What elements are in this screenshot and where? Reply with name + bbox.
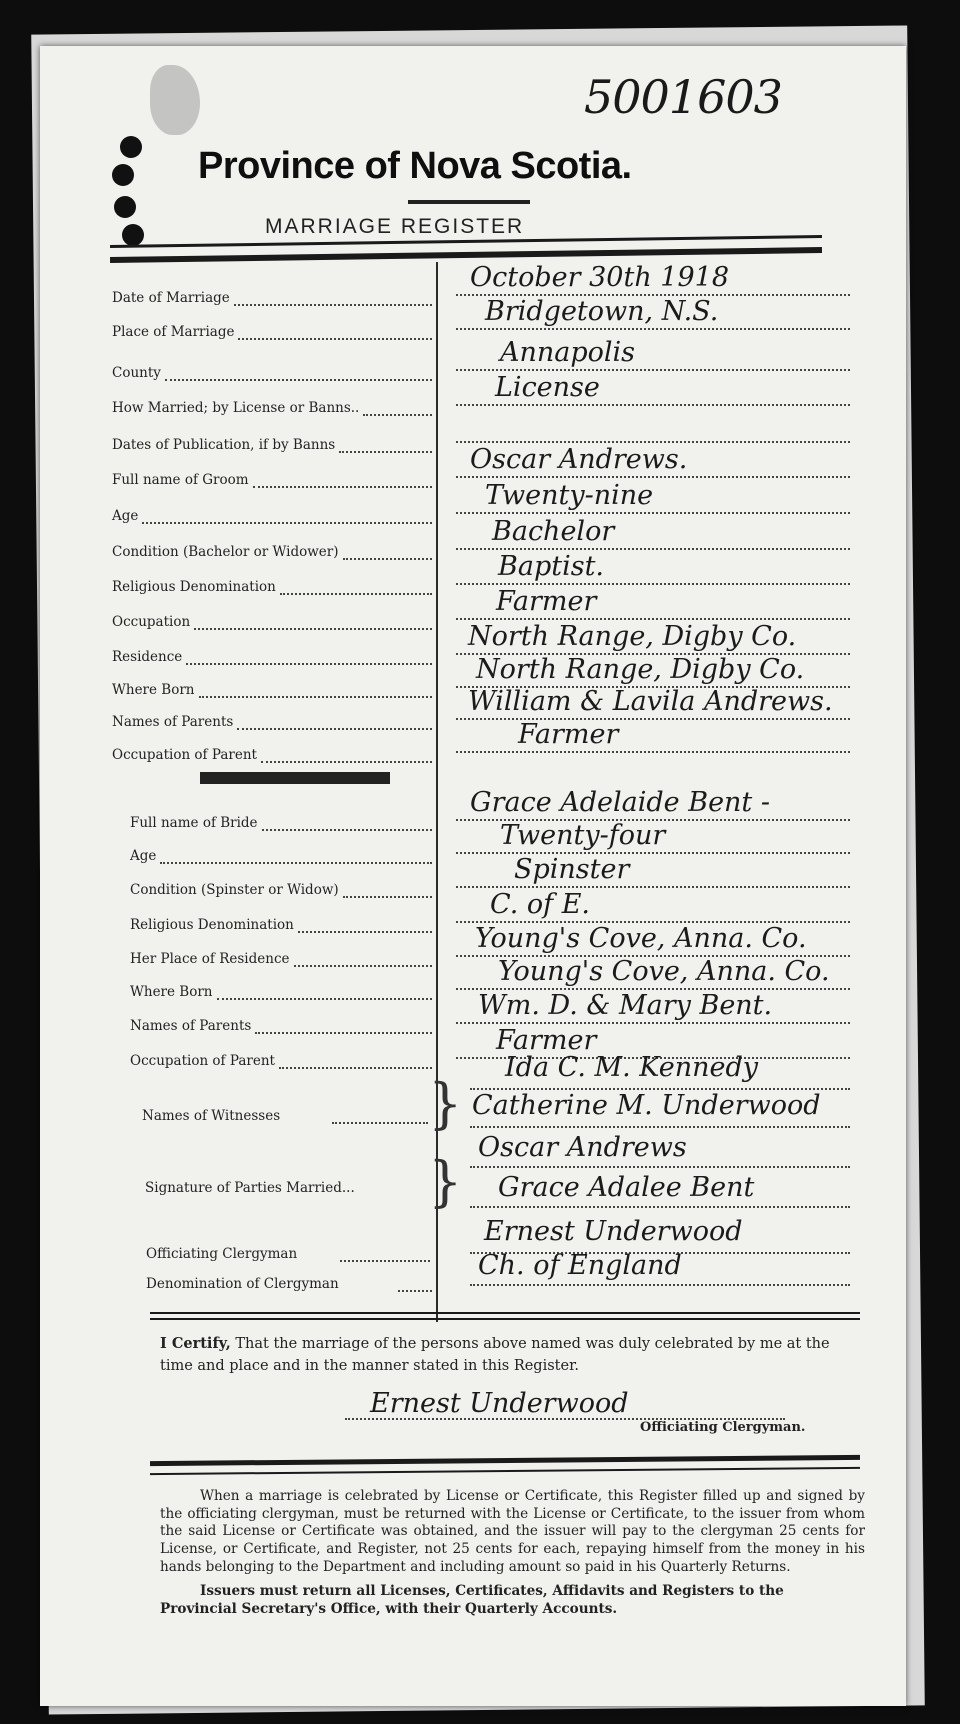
field-value: License — [495, 372, 600, 403]
parties-brace: } — [428, 1150, 463, 1213]
field-value: Young's Cove, Anna. Co. — [475, 923, 807, 954]
field-label: Full name of Bride — [130, 815, 258, 831]
leader-dots — [294, 965, 432, 967]
leader-dots — [234, 304, 432, 306]
notice-paragraph-bold: Issuers must return all Licenses, Certificates, Affidavits and Registers to the Provincial Secretary's Office, with their Quarterly Accounts. — [160, 1583, 784, 1617]
certify-body: That the marriage of the persons above named was duly celebrated by me at the time and place and in the manner stated in this Register. — [160, 1336, 830, 1375]
field-label: Religious Denomination — [130, 917, 294, 933]
punch-hole — [120, 136, 142, 158]
document-number: 5001603 — [584, 70, 782, 124]
leader-dots — [456, 369, 850, 371]
title-divider — [408, 200, 530, 204]
leader-dots — [456, 618, 850, 620]
field-value: Twenty-four — [500, 820, 666, 851]
leader-dots — [217, 998, 432, 1000]
leader-dots — [339, 451, 432, 453]
field-value: Twenty-nine — [485, 480, 654, 511]
leader-dots — [279, 1067, 432, 1069]
leader-dots — [280, 593, 432, 595]
field-label: Age — [130, 848, 157, 864]
field-label: Her Place of Residence — [130, 951, 290, 967]
leader-dots — [199, 696, 432, 698]
field-label: County — [112, 365, 161, 381]
field-value: October 30th 1918 — [470, 262, 730, 293]
field-value: C. of E. — [490, 889, 590, 920]
leader-dots — [456, 512, 850, 514]
field-label: Religious Denomination — [112, 579, 276, 595]
witness-name: Ida C. M. Kennedy — [505, 1052, 759, 1083]
leader-dots — [343, 896, 432, 898]
party-signature: Oscar Andrews — [478, 1132, 687, 1163]
field-value: North Range, Digby Co. — [476, 654, 805, 685]
page-title: Province of Nova Scotia. — [198, 145, 632, 187]
clergyman-label: Officiating Clergyman — [146, 1246, 298, 1262]
field-value: Bridgetown, N.S. — [485, 296, 719, 327]
certify-lead: I Certify, — [160, 1335, 231, 1352]
leader-dots — [456, 476, 850, 478]
leader-dots — [470, 1126, 850, 1128]
leader-dots — [456, 1022, 850, 1024]
leader-dots — [340, 1260, 430, 1262]
certification-text — [160, 1333, 860, 1378]
field-label: Full name of Groom — [112, 472, 249, 488]
field-value: Wm. D. & Mary Bent. — [478, 990, 773, 1021]
field-value: Bachelor — [492, 516, 615, 547]
field-value: Spinster — [514, 854, 630, 885]
field-label: Where Born — [112, 682, 195, 698]
leader-dots — [194, 628, 432, 630]
clergy-denomination-label: Denomination of Clergyman — [146, 1276, 339, 1292]
page-subtitle: MARRIAGE REGISTER — [265, 215, 525, 238]
field-label: Residence — [112, 649, 183, 665]
leader-dots — [142, 522, 432, 524]
leader-dots — [332, 1122, 428, 1124]
leader-dots — [456, 718, 850, 720]
leader-dots — [237, 728, 432, 730]
field-label: Age — [112, 508, 139, 524]
field-label: Where Born — [130, 984, 213, 1000]
leader-dots — [160, 862, 432, 864]
field-value: Baptist. — [498, 551, 604, 582]
field-value: North Range, Digby Co. — [468, 621, 797, 652]
field-value: Young's Cove, Anna. Co. — [498, 956, 830, 987]
field-value: Oscar Andrews. — [470, 444, 688, 475]
section-divider-bar — [200, 772, 390, 784]
field-value: Farmer — [496, 1025, 597, 1056]
leader-dots — [165, 379, 432, 381]
certify-role: Officiating Clergyman. — [640, 1420, 806, 1435]
certify-rule — [150, 1312, 860, 1314]
leader-dots — [298, 931, 432, 933]
leader-dots — [470, 1284, 850, 1286]
leader-dots — [456, 441, 850, 443]
clergyman-name: Ernest Underwood — [484, 1216, 743, 1247]
field-label: Occupation — [112, 614, 191, 630]
witnesses-label: Names of Witnesses — [142, 1108, 281, 1124]
punch-hole — [112, 164, 134, 186]
leader-dots — [456, 328, 850, 330]
leader-dots — [456, 751, 850, 753]
field-value: Farmer — [496, 586, 597, 617]
leader-dots — [261, 761, 432, 763]
witness-name: Catherine M. Underwood — [472, 1090, 821, 1121]
field-label: Condition (Bachelor or Widower) — [112, 544, 339, 560]
leader-dots — [262, 829, 432, 831]
party-signature: Grace Adalee Bent — [498, 1172, 755, 1203]
leader-dots — [456, 886, 850, 888]
certify-rule — [150, 1318, 860, 1320]
field-label: Names of Parents — [130, 1018, 252, 1034]
field-label: Condition (Spinster or Widow) — [130, 882, 339, 898]
leader-dots — [398, 1290, 432, 1292]
leader-dots — [470, 1166, 850, 1168]
field-label: Occupation of Parent — [112, 747, 257, 763]
field-label: Place of Marriage — [112, 324, 235, 340]
leader-dots — [470, 1088, 850, 1090]
leader-dots — [470, 1206, 850, 1208]
field-label: How Married; by License or Banns.. — [112, 400, 360, 416]
leader-dots — [186, 663, 432, 665]
leader-dots — [238, 338, 432, 340]
leader-dots — [343, 558, 432, 560]
field-label: Date of Marriage — [112, 290, 230, 306]
field-value: Annapolis — [500, 337, 636, 368]
leader-dots — [456, 548, 850, 550]
leader-dots — [253, 486, 432, 488]
leader-dots — [363, 414, 432, 416]
leader-dots — [456, 583, 850, 585]
leader-dots — [456, 404, 850, 406]
field-value: Farmer — [518, 719, 619, 750]
field-label: Names of Parents — [112, 714, 234, 730]
field-label: Occupation of Parent — [130, 1053, 275, 1069]
clergy-denomination: Ch. of England — [478, 1250, 682, 1281]
field-label: Dates of Publication, if by Banns — [112, 437, 336, 453]
notice-paragraph: When a marriage is celebrated by License or Certificate, this Register filled up and signed by the officiating clergyman, must be returned with the License or Certificate, to the issuer from whom the said License or Certificate was obtained, and the issuer will pay to the clergyman 25 cents for License, or Certificate, and Register, not 25 cents for each, repaying himself from the money in his hands belonging to the Department and including amount so paid in his Quarterly Returns. — [160, 1488, 865, 1575]
certify-signature: Ernest Underwood — [370, 1388, 629, 1419]
punch-hole — [114, 196, 136, 218]
field-value: William & Lavila Andrews. — [468, 686, 833, 717]
leader-dots — [255, 1032, 432, 1034]
punch-hole — [122, 224, 144, 246]
witnesses-brace: } — [428, 1072, 463, 1135]
parties-label: Signature of Parties Married... — [145, 1180, 355, 1196]
field-value: Grace Adelaide Bent - — [470, 787, 770, 818]
